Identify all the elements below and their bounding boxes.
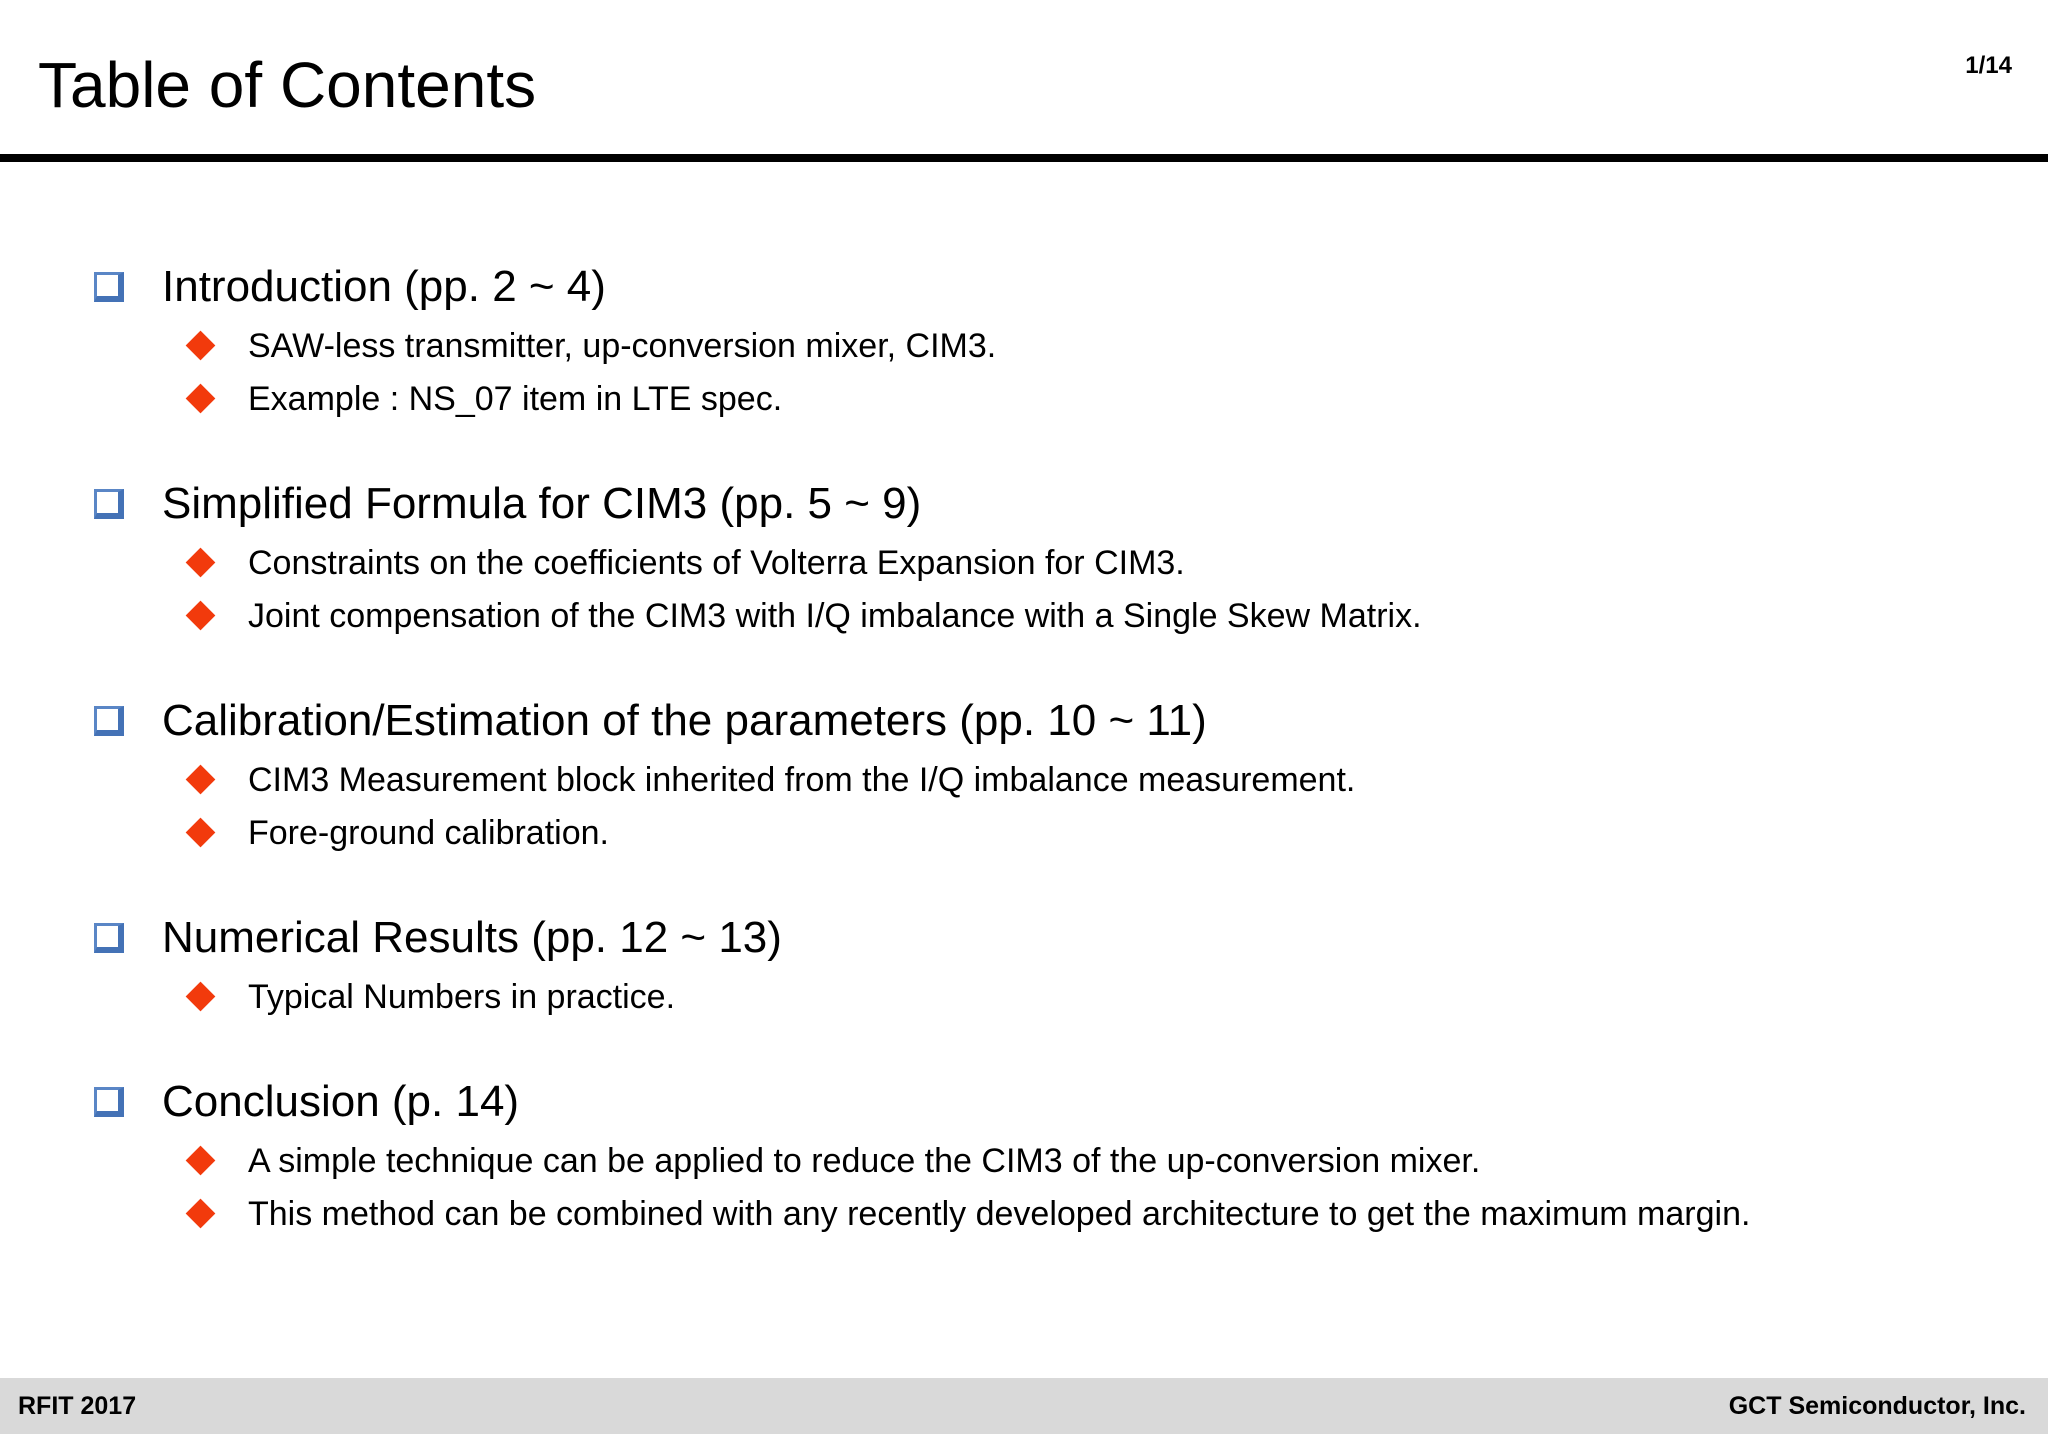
bullet-list (94, 319, 1994, 425)
bullet-text: Example : NS_07 item in LTE spec. (248, 379, 783, 418)
section-heading (94, 255, 1994, 319)
checkbox-bullet-icon (94, 706, 124, 736)
title-divider (0, 154, 2048, 162)
bullet-text: Typical Numbers in practice. (248, 977, 676, 1016)
list-item (94, 753, 1994, 806)
list-item (94, 1187, 1994, 1240)
section-heading (94, 1070, 1994, 1134)
list-item (94, 1134, 1994, 1187)
diamond-bullet-icon (186, 1199, 216, 1229)
diamond-bullet-icon (186, 601, 216, 631)
toc-section (94, 472, 1994, 642)
toc-section (94, 1070, 1994, 1240)
list-item (94, 970, 1994, 1023)
section-title: Simplified Formula for CIM3 (pp. 5 ~ 9) (162, 479, 922, 528)
diamond-bullet-icon (186, 548, 216, 578)
checkbox-bullet-icon (94, 1087, 124, 1117)
diamond-bullet-icon (186, 765, 216, 795)
footer-company: GCT Semiconductor, Inc. (1728, 1392, 2026, 1420)
bullet-text: Fore-ground calibration. (248, 813, 609, 852)
diamond-bullet-icon (186, 1146, 216, 1176)
bullet-text: CIM3 Measurement block inherited from the I/Q imbalance measurement. (248, 760, 1356, 799)
bullet-text: Constraints on the coefficients of Volterra Expansion for CIM3. (248, 543, 1185, 582)
diamond-bullet-icon (186, 982, 216, 1012)
bullet-list (94, 1134, 1994, 1240)
list-item (94, 536, 1994, 589)
list-item (94, 806, 1994, 859)
diamond-bullet-icon (186, 384, 216, 414)
bullet-list (94, 970, 1994, 1023)
bullet-text: Joint compensation of the CIM3 with I/Q imbalance with a Single Skew Matrix. (248, 596, 1422, 635)
section-heading (94, 906, 1994, 970)
section-title: Conclusion (p. 14) (162, 1077, 520, 1126)
list-item (94, 372, 1994, 425)
list-item (94, 319, 1994, 372)
footer-conference: RFIT 2017 (18, 1392, 137, 1420)
toc-content (94, 255, 1994, 1287)
checkbox-bullet-icon (94, 923, 124, 953)
diamond-bullet-icon (186, 818, 216, 848)
toc-section (94, 255, 1994, 425)
footer-bar (0, 1378, 2048, 1434)
section-title: Introduction (pp. 2 ~ 4) (162, 262, 606, 311)
checkbox-bullet-icon (94, 489, 124, 519)
toc-section (94, 689, 1994, 859)
bullet-list (94, 536, 1994, 642)
list-item (94, 589, 1994, 642)
section-title: Calibration/Estimation of the parameters (pp. 10 ~ 11) (162, 696, 1207, 745)
bullet-text: This method can be combined with any recently developed architecture to get the maximum margin. (248, 1194, 1751, 1233)
diamond-bullet-icon (186, 331, 216, 361)
bullet-list (94, 753, 1994, 859)
section-title: Numerical Results (pp. 12 ~ 13) (162, 913, 782, 962)
checkbox-bullet-icon (94, 272, 124, 302)
toc-section (94, 906, 1994, 1023)
section-heading (94, 689, 1994, 753)
bullet-text: A simple technique can be applied to reduce the CIM3 of the up-conversion mixer. (248, 1141, 1481, 1180)
bullet-text: SAW-less transmitter, up-conversion mixer, CIM3. (248, 326, 997, 365)
page-title: Table of Contents (38, 49, 537, 121)
section-heading (94, 472, 1994, 536)
page-number: 1/14 (1965, 52, 2012, 79)
